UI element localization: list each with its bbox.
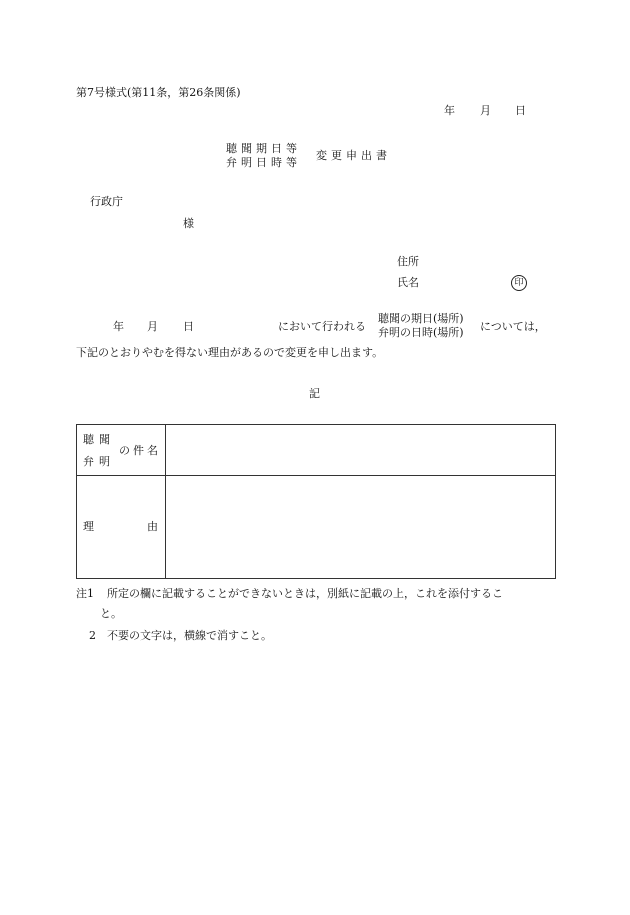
reason-sentence: 下記のとおりやむを得ない理由があるので変更を申し出ます。 — [76, 346, 384, 359]
choice-hearing: 聴聞の期日(場所) — [378, 312, 464, 325]
date-month-label: 月 — [480, 104, 491, 117]
title-char: 更 — [331, 149, 342, 162]
note1-continuation: と。 — [100, 607, 122, 620]
body-month-label: 月 — [147, 320, 158, 333]
label-char: 聞 — [99, 433, 110, 446]
choice-explanation: 弁明の日時(場所) — [378, 326, 464, 339]
addressee-honorific: 様 — [183, 217, 194, 230]
form-number: 第7号様式(第11条，第26条関係) — [76, 86, 241, 99]
case-name-row — [77, 425, 556, 476]
date-day-label: 日 — [515, 104, 526, 117]
title-char: 日 — [256, 156, 267, 169]
note2-text: 不要の文字は，横線で消すこと。 — [107, 629, 272, 642]
title-char: 等 — [286, 142, 297, 155]
title-suffix — [316, 149, 391, 162]
reason-value-cell[interactable] — [166, 476, 556, 579]
title-row-explanation — [226, 156, 301, 170]
title-char: 期 — [256, 142, 267, 155]
title-char: 明 — [241, 156, 252, 169]
label-char: 名 — [147, 444, 158, 457]
title-char: 出 — [361, 149, 372, 162]
request-table — [76, 424, 556, 579]
title-char: 書 — [376, 149, 387, 162]
label-char: の — [119, 444, 130, 457]
note1-text: 所定の欄に記載することができないときは，別紙に記載の上，これを添付するこ — [107, 587, 503, 600]
title-char: 弁 — [226, 156, 237, 169]
reason-row — [77, 476, 556, 579]
title-char: 聞 — [241, 142, 252, 155]
label-char: 件 — [133, 444, 144, 457]
addressee-agency: 行政庁 — [90, 195, 123, 208]
label-char: 弁 — [83, 455, 94, 468]
ki-heading: 記 — [309, 387, 320, 400]
label-char: 聴 — [83, 433, 94, 446]
reason-label-left: 理 — [83, 520, 94, 533]
title-char: 日 — [271, 142, 282, 155]
held-text: において行われる — [278, 320, 366, 333]
title-char: 変 — [316, 149, 327, 162]
address-label: 住所 — [397, 255, 419, 268]
reason-label-cell — [77, 476, 166, 579]
name-label: 氏名 — [397, 276, 419, 289]
case-name-label-cell — [77, 425, 166, 476]
title-row-hearing — [226, 142, 301, 156]
title-char: 等 — [286, 156, 297, 169]
case-label-explanation — [83, 455, 115, 468]
case-label-suffix — [119, 444, 161, 457]
regarding-text: については， — [480, 320, 546, 333]
reason-label-right: 由 — [147, 520, 158, 533]
case-name-value-cell[interactable] — [166, 425, 556, 476]
note1-prefix: 注1 — [76, 587, 94, 600]
body-year-label: 年 — [113, 320, 124, 333]
body-day-label: 日 — [183, 320, 194, 333]
title-char: 申 — [346, 149, 357, 162]
title-char: 時 — [271, 156, 282, 169]
date-year-label: 年 — [444, 104, 455, 117]
title-char: 聴 — [226, 142, 237, 155]
label-char: 明 — [99, 455, 110, 468]
case-label-hearing — [83, 433, 115, 446]
note2-prefix: 2 — [89, 629, 96, 642]
seal-mark: 印 — [511, 275, 527, 291]
